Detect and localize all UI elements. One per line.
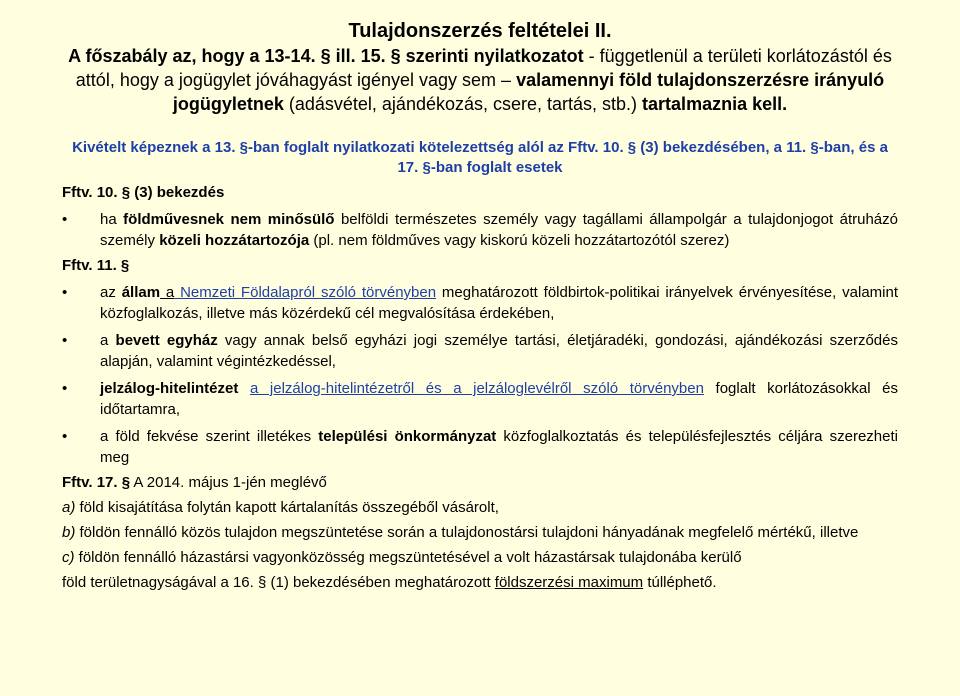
point-text: föld kisajátítása folytán kapott kártalanítás összegéből vásárolt, [75, 499, 499, 516]
item-text: az [100, 284, 122, 301]
header [0, 0, 960, 116]
point-label: a) [62, 499, 76, 516]
item-emphasis: közeli hozzátartozója [159, 232, 310, 249]
item-text: közfoglalkoztatás és településfejlesztés céljára szerezheti meg [100, 428, 898, 466]
section-17-point-a [62, 497, 898, 518]
item-text: foglalt korlátozásokkal és időtartamra, [100, 380, 898, 418]
section-17-point-b [62, 522, 898, 543]
closing-text: túlléphető. [643, 574, 717, 591]
item-text: ha [100, 211, 124, 228]
section-11-list [62, 282, 898, 468]
exception-note: Kivételt képeznek a 13. §-ban foglalt nyilatkozati kötelezettség alól az Fftv. 10. § (3) bekezdésében, a 11. §-ban, és a 17. §-ban foglalt esetek [72, 139, 888, 176]
item-text: a [160, 284, 175, 301]
law-link[interactable]: Nemzeti Földalapról szóló törvényben [174, 284, 437, 301]
item-text: a [100, 332, 116, 349]
item-text: a föld fekvése szerint illetékes [100, 428, 319, 445]
bullet-icon: • [62, 428, 68, 445]
bullet-icon: • [62, 211, 68, 228]
bullet-icon: • [62, 380, 68, 397]
section-17-lead: A 2014. május 1-jén meglévő [130, 474, 327, 491]
main-rule-end: tartalmaznia kell. [642, 94, 788, 114]
main-rule-lead: A főszabály az, hogy a 13-14. § ill. 15. § szerinti nyilatkozatot [68, 46, 584, 66]
bullet-icon: • [62, 332, 68, 349]
item-text: belföldi természetes személy vagy tagállami állampolgár a tulajdonjogot átruházó személy [100, 211, 898, 249]
item-emphasis: földművesnek nem minősülő [123, 211, 335, 228]
section-10-heading: Fftv. 10. § (3) bekezdés [62, 184, 225, 201]
section-17-closing [62, 572, 898, 593]
section-17-intro [62, 472, 898, 493]
point-label: c) [62, 549, 75, 566]
item-text: (pl. nem földműves vagy kiskorú közeli hozzátartozótól szerez) [309, 232, 730, 249]
main-rule-emphasis: valamennyi föld tulajdonszerzésre irányuló jogügyletnek [172, 70, 885, 114]
section-10-list [62, 209, 898, 251]
section-17-heading: Fftv. 17. § [62, 474, 131, 491]
content-body [0, 182, 960, 593]
law-link[interactable]: a jelzálog-hitelintézetről és a jelzáloglevélről szóló törvényben [249, 380, 704, 397]
main-rule-text: - függetlenül a területi korlátozástól és attól, hogy a jogügylet jóváhagyást igényel vagy sem – [75, 46, 892, 90]
closing-text: föld területnagyságával a 16. § (1) bekezdésében meghatározott [62, 574, 495, 591]
item-emphasis: állam [121, 284, 161, 301]
item-emphasis: jelzálog-hitelintézet [100, 380, 239, 397]
main-rule-examples: (adásvétel, ajándékozás, csere, tartás, stb.) [283, 94, 643, 114]
item-text: vagy annak belső egyházi jogi személye tartási, életjáradéki, gondozási, ajándékozási szerződés alapján, valamint végintézkedéssel, [100, 332, 898, 370]
list-item [62, 426, 898, 468]
section-11-heading: Fftv. 11. § [62, 257, 130, 274]
item-emphasis: bevett egyház [115, 332, 218, 349]
item-emphasis: települési önkormányzat [318, 428, 497, 445]
list-item [62, 378, 898, 420]
point-text: földön fennálló közös tulajdon megszüntetése során a tulajdonostársi tulajdoni hányadának megfelelő mértékű, illetve [75, 524, 859, 541]
slide-title: Tulajdonszerzés feltételei II. [348, 20, 612, 42]
main-rule [56, 44, 904, 116]
list-item [62, 330, 898, 372]
item-text: meghatározott földbirtok-politikai irányelvek érvényesítése, valamint közfoglalkozás, illetve más közérdekű cél megvalósítása érdekében, [100, 284, 899, 322]
bullet-icon: • [62, 284, 68, 301]
closing-underlined: földszerzési maximum [494, 574, 644, 591]
list-item [62, 209, 898, 251]
list-item [62, 282, 898, 324]
item-text [238, 380, 250, 397]
point-label: b) [62, 524, 76, 541]
point-text: földön fennálló házastársi vagyonközösség megszüntetésével a volt házastársak tulajdonába kerülő [74, 549, 742, 566]
section-17-point-c [62, 547, 898, 568]
